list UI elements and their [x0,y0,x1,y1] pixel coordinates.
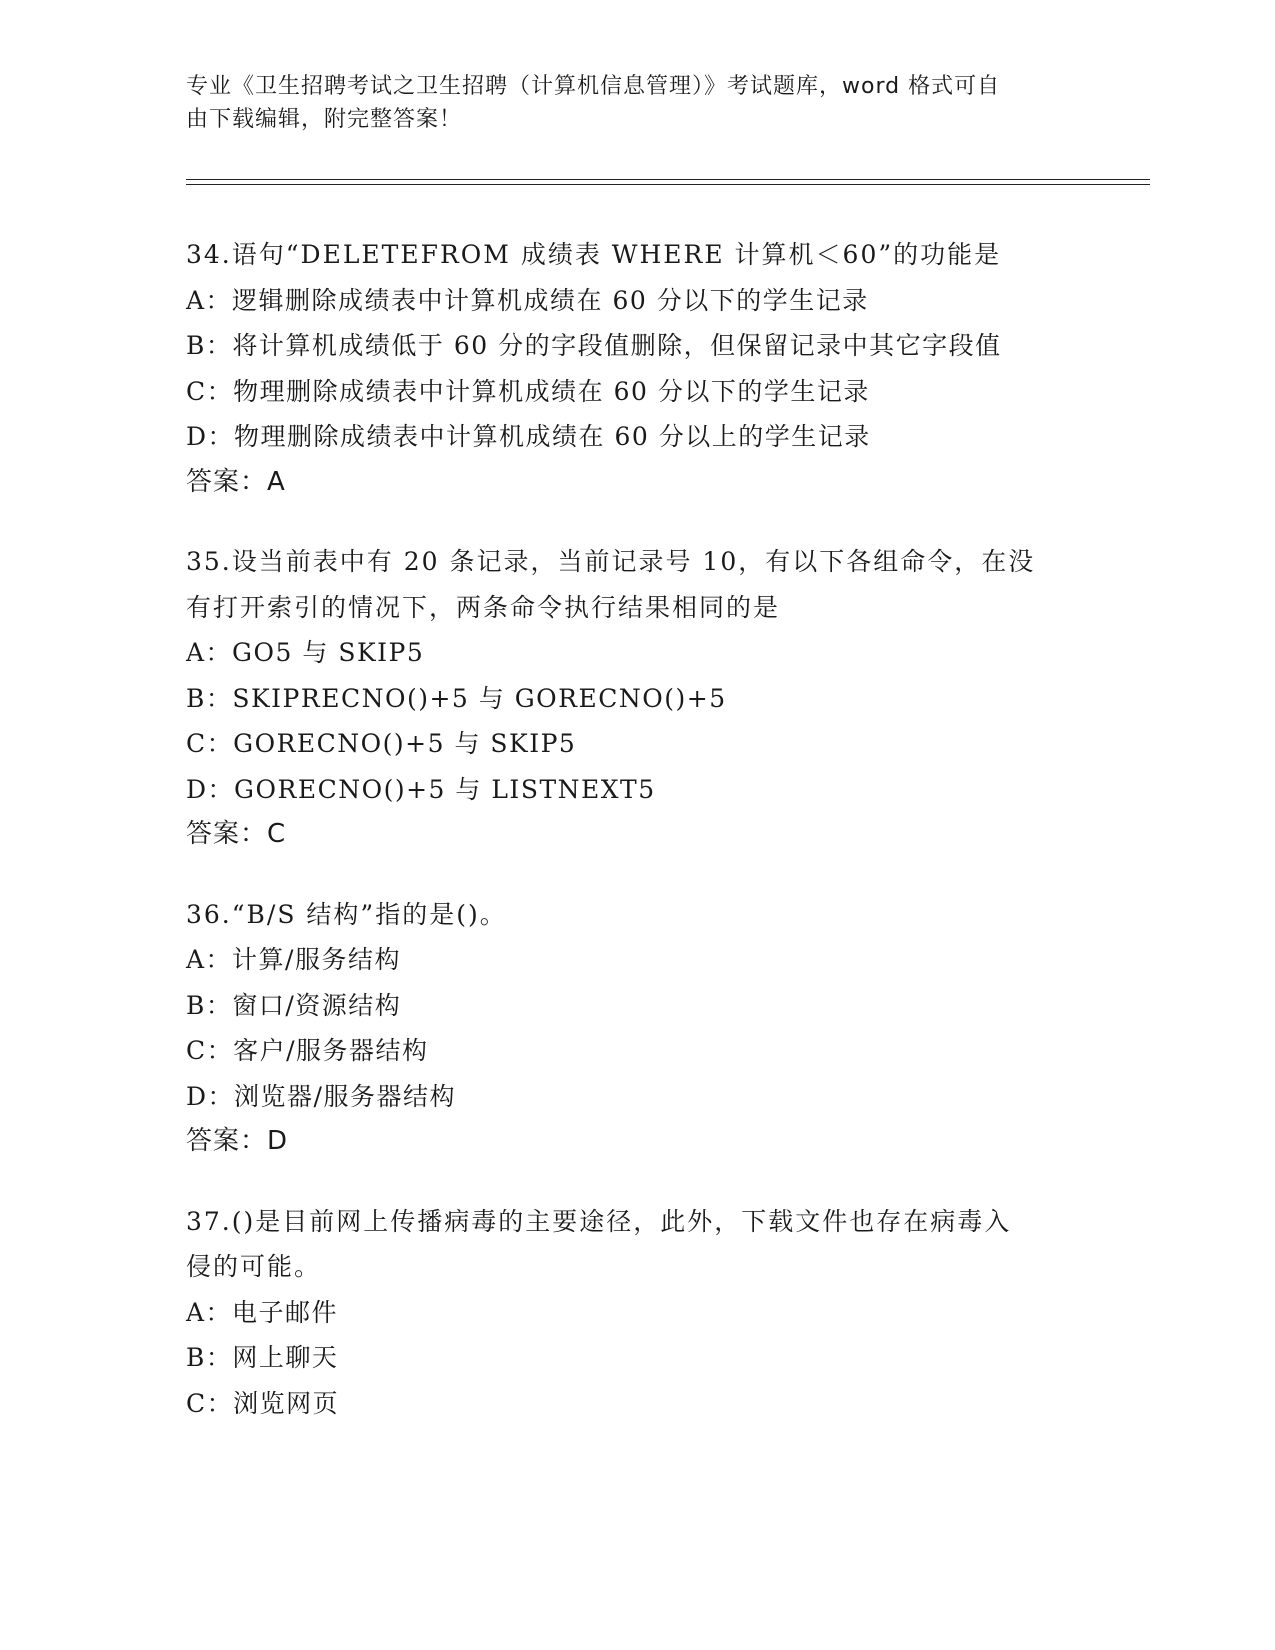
answer: 答案：C [186,819,287,849]
option-d: D：浏览器/服务器结构 [186,1081,456,1111]
option-b: B：SKIPRECNO()+5 与 GORECNO()+5 [186,683,727,713]
question-text: 36.“B/S 结构”指的是()。 [186,899,507,929]
answer: 答案：A [186,466,286,497]
option-b: B：将计算机成绩低于 60 分的字段值删除，但保留记录中其它字段值 [186,331,1002,360]
option-c: C：GORECNO()+5 与 SKIP5 [186,729,577,758]
option-c: C：物理删除成绩表中计算机成绩在 60 分以下的学生记录 [186,376,870,406]
header-line-2: 由下载编辑，附完整答案！ [186,107,463,132]
option-b: B：网上聊天 [186,1343,339,1372]
answer: 答案：D [186,1126,289,1156]
question-text: 35.设当前表中有 20 条记录，当前记录号 10，有以下各组命令，在没 [186,547,1036,576]
question-text: 37.()是目前网上传播病毒的主要途径，此外，下载文件也存在病毒入 [186,1206,1012,1236]
option-d: D：GORECNO()+5 与 LISTNEXT5 [186,774,656,804]
option-c: C：客户/服务器结构 [186,1036,429,1065]
option-a: A：电子邮件 [186,1297,339,1327]
question-37 [186,1199,1086,1427]
option-a: A：计算/服务结构 [186,945,401,974]
question-text-cont: 侵的可能。 [186,1252,322,1281]
question-34 [186,232,1086,505]
option-a: A：GO5 与 SKIP5 [186,638,425,667]
option-d: D：物理删除成绩表中计算机成绩在 60 分以上的学生记录 [186,422,871,451]
question-text-cont: 有打开索引的情况下，两条命令执行结果相同的是 [186,592,781,622]
header-divider-bottom [186,184,1150,185]
header-divider-top [186,179,1150,180]
question-text: 34.语句“DELETEFROM 成绩表 WHERE 计算机＜60”的功能是 [186,240,1002,269]
option-a: A：逻辑删除成绩表中计算机成绩在 60 分以下的学生记录 [186,285,869,315]
question-list [186,232,1086,1460]
option-b: B：窗口/资源结构 [186,990,402,1020]
question-35 [186,539,1086,858]
question-36 [186,892,1086,1165]
option-c: C：浏览网页 [186,1388,340,1418]
header-line-1: 专业《卫生招聘考试之卫生招聘（计算机信息管理）》考试题库，word 格式可自 [186,74,1001,99]
document-header [186,70,1066,136]
